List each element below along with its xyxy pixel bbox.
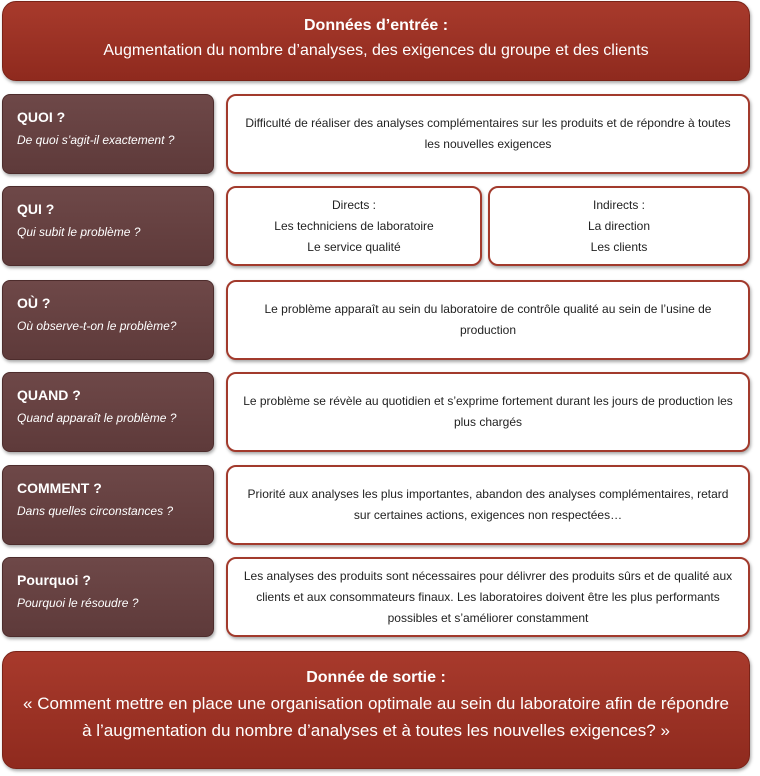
question-title: Pourquoi ? xyxy=(17,572,91,588)
input-text: Augmentation du nombre d’analyses, des exigences du groupe et des clients xyxy=(103,42,649,59)
question-box-qui xyxy=(2,186,214,266)
question-subtitle: Dans quelles circonstances ? xyxy=(17,504,174,518)
question-box-pourquoi xyxy=(2,557,214,637)
answer-text: Le problème se révèle au quotidien et s’exprime fortement durant les jours de production les plus chargés xyxy=(243,394,733,429)
answer-text: Priorité aux analyses les plus importantes, abandon des analyses complémentaires, retard sur certaines actions, exigences non respectées… xyxy=(247,487,729,522)
question-title: QUI ? xyxy=(17,201,55,217)
indirect-item: La direction xyxy=(587,218,651,233)
question-title: QUAND ? xyxy=(17,387,81,403)
question-title: QUOI ? xyxy=(17,109,66,125)
question-subtitle: Pourquoi le résoudre ? xyxy=(17,596,139,610)
answer-box-direct xyxy=(226,186,482,266)
answer-box-quand xyxy=(226,372,750,452)
question-subtitle: De quoi s’agit-il exactement ? xyxy=(17,133,175,147)
question-subtitle: Quand apparaît le problème ? xyxy=(17,411,177,425)
input-banner xyxy=(2,1,750,81)
question-title: OÙ ? xyxy=(17,295,51,311)
output-banner xyxy=(2,651,750,769)
answer-text: Le problème apparaît au sein du laboratoire de contrôle qualité au sein de l’usine de production xyxy=(264,302,712,337)
direct-item: Les techniciens de laboratoire xyxy=(274,218,434,233)
input-title: Données d’entrée : xyxy=(303,17,449,34)
question-box-ou xyxy=(2,280,214,360)
question-title: COMMENT ? xyxy=(17,480,102,496)
answer-box-ou xyxy=(226,280,750,360)
indirect-title: Indirects : xyxy=(592,197,646,212)
answer-text: Les analyses des produits sont nécessaires pour délivrer des produits sûrs et de qualité aux clients et aux consommateurs finaux. Les laboratoires doivent être les plus performants possibles et s’améliorer constamment xyxy=(243,568,733,625)
question-box-quoi xyxy=(2,94,214,174)
question-subtitle: Qui subit le problème ? xyxy=(17,225,141,239)
question-box-comment xyxy=(2,465,214,545)
answer-box-indirect xyxy=(488,186,750,266)
question-subtitle: Où observe-t-on le problème? xyxy=(17,319,177,333)
output-text: « Comment mettre en place une organisation optimale au sein du laboratoire afin de répondre à l’augmentation du nombre d’analyses et à toutes les nouvelles exigences? » xyxy=(23,694,729,740)
output-title: Donnée de sortie : xyxy=(306,669,446,686)
answer-box-pourquoi xyxy=(226,557,750,637)
answer-box-comment xyxy=(226,465,750,545)
indirect-item: Les clients xyxy=(590,239,648,254)
question-box-quand xyxy=(2,372,214,452)
answer-text: Difficulté de réaliser des analyses complémentaires sur les produits et de répondre à toutes les nouvelles exigences xyxy=(245,116,731,151)
direct-item: Le service qualité xyxy=(307,239,401,254)
direct-title: Directs : xyxy=(331,197,376,212)
answer-box-quoi xyxy=(226,94,750,174)
